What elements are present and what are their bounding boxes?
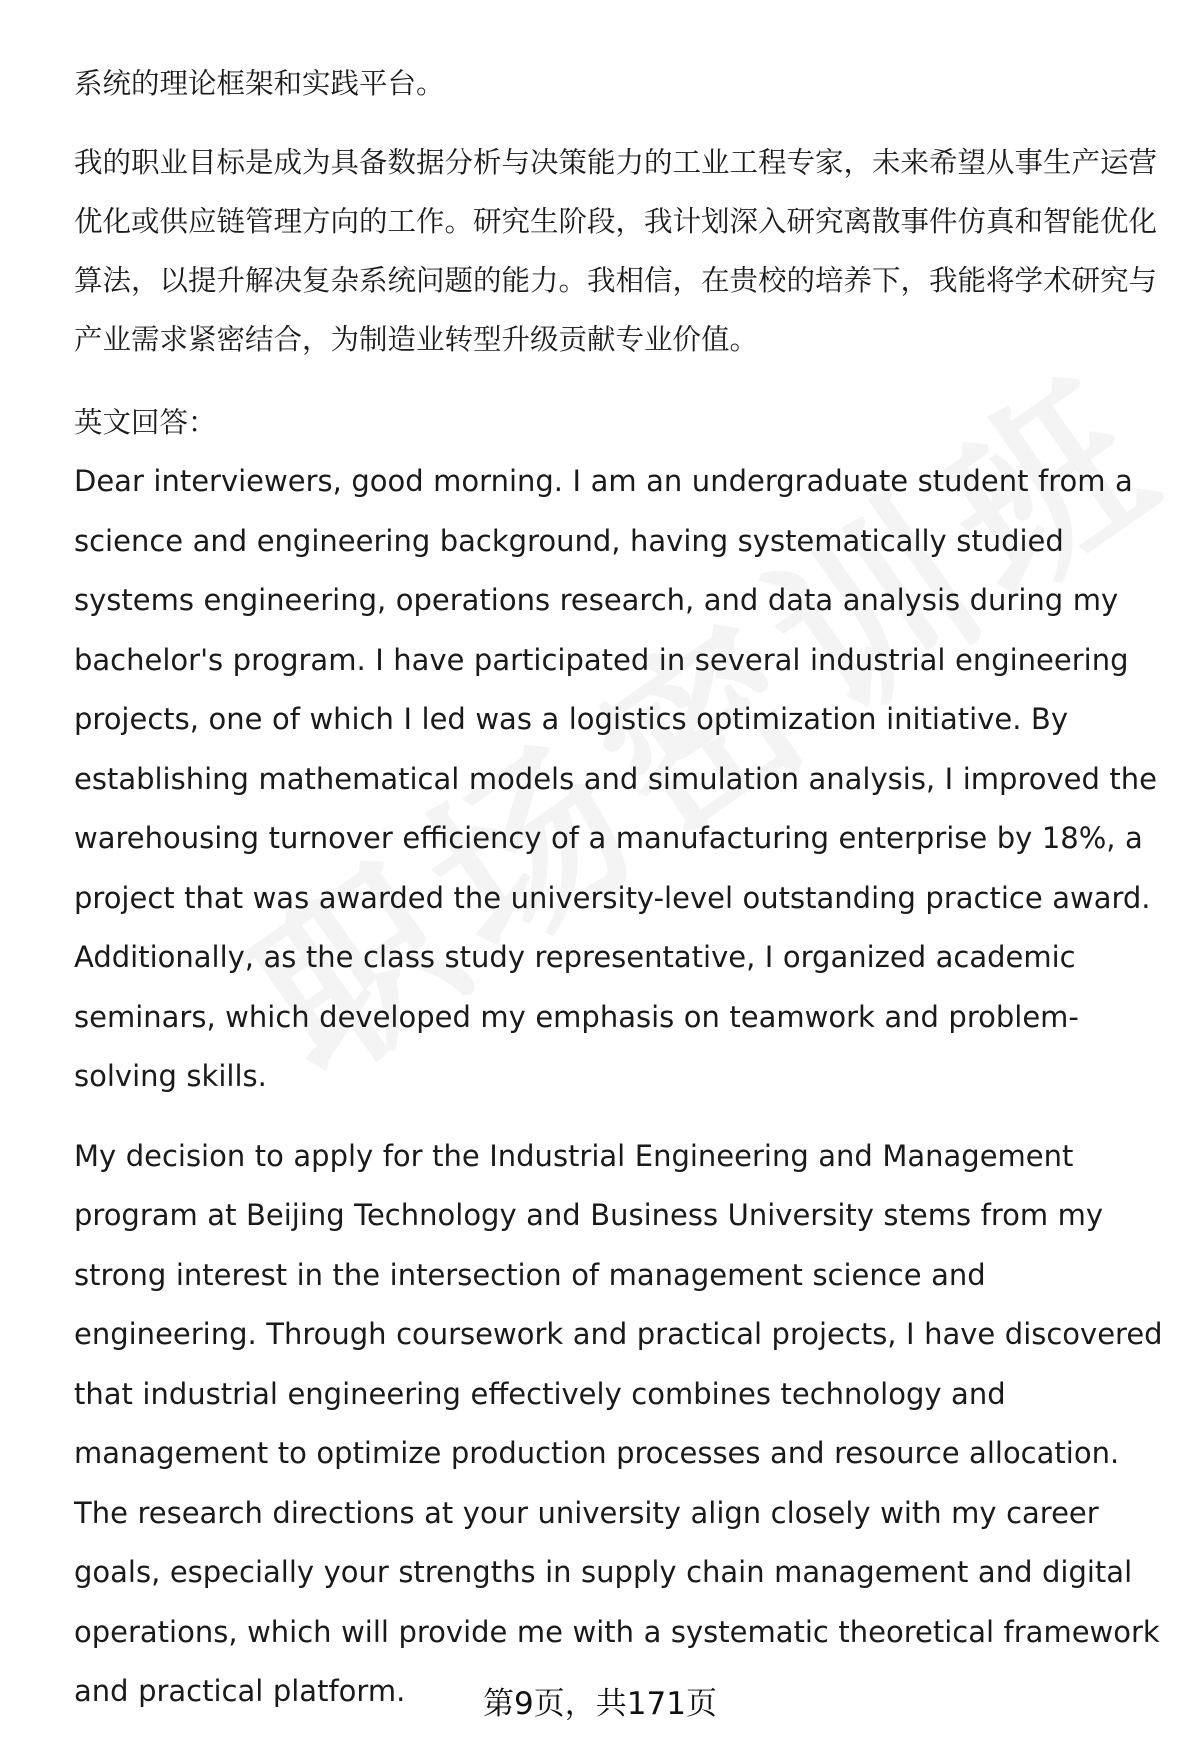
paragraph-zh-continuation: 系统的理论框架和实践平台。: [74, 67, 445, 100]
paragraph-en-introduction: Dear interviewers, good morning. I am an undergraduate student from a science and engineering background, having systematically studied systems engineering, operations research, and data analysis during my bachelor's program. I have participated in several industrial engineering projects, one of which I led was a logistics optimization initiative. By establishing mathematical models and simulation analysis, I improved the warehousing turnover efficiency of a manufacturing enterprise by 18%, a project that was awarded the university-level outstanding practice award. Additionally, as the class study representative, I organized academic seminars, which developed my emphasis on teamwork and problem-solving skills.: [74, 464, 1158, 1093]
paragraph-en-motivation: My decision to apply for the Industrial Engineering and Management program at Beijing Technology and Business University stems from my strong interest in the intersection of management science and engineering. Through coursework and practical projects, I have discovered that industrial engineering effectively combines technology and management to optimize production processes and resource allocation. The research directions at your university align closely with my career goals, especially your strengths in supply chain management and digital operations, which will provide me with a systematic theoretical framework and practical platform.: [74, 1138, 1163, 1708]
english-answer-label: 英文回答：: [74, 406, 217, 439]
document-body: [74, 54, 1164, 1722]
page-number: 第9页，共171页: [483, 1686, 717, 1722]
paragraph-zh-career-goal: 我的职业目标是成为具备数据分析与决策能力的工业工程专家，未来希望从事生产运营优化或供应链管理方向的工作。研究生阶段，我计划深入研究离散事件仿真和智能优化算法，以提升解决复杂系统问题的能力。我相信，在贵校的培养下，我能将学术研究与产业需求紧密结合，为制造业转型升级贡献专业价值。: [74, 146, 1158, 356]
